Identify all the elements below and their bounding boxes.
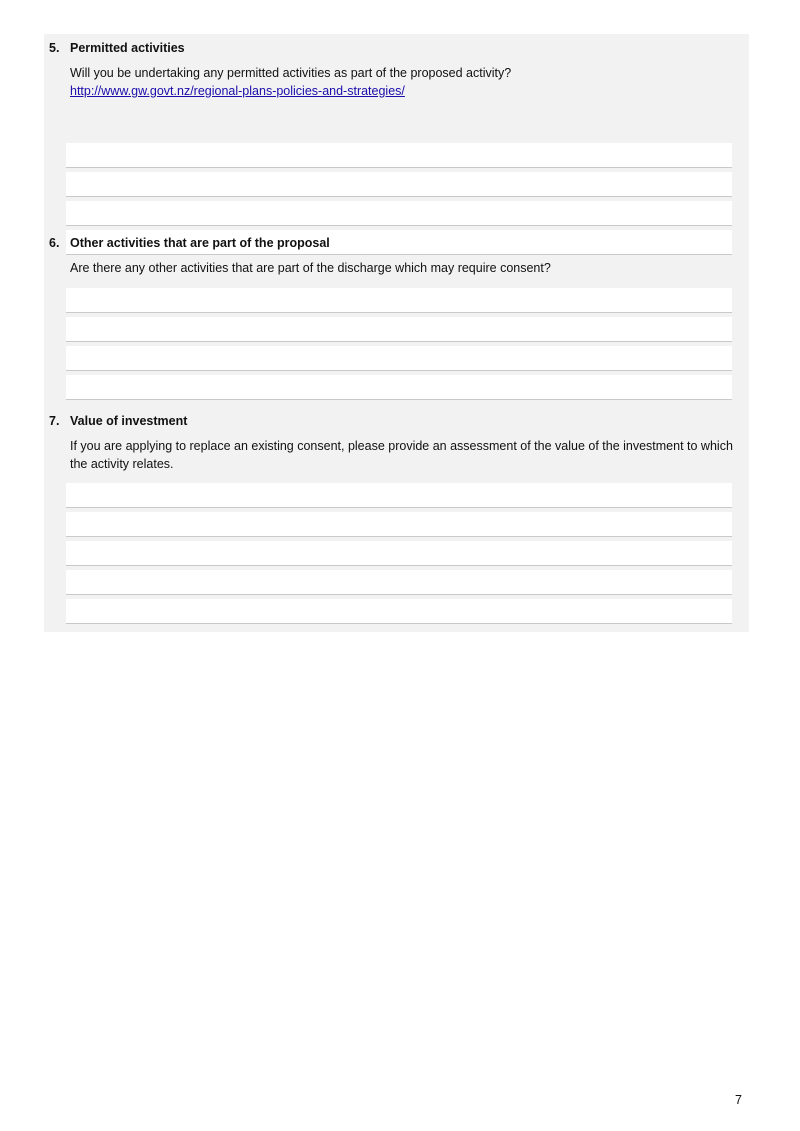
section-number: 7.: [49, 414, 60, 428]
answer-line-4[interactable]: [66, 375, 732, 400]
section-heading: [49, 235, 330, 251]
section-question: [70, 64, 735, 100]
question-text: If you are applying to replace an existing consent, please provide an assessment of the value of the investment to which the activity relates.: [70, 439, 733, 471]
question-text: Are there any other activities that are part of the discharge which may require consent?: [70, 261, 551, 275]
answer-line-1[interactable]: [66, 483, 732, 508]
section-question: [70, 259, 735, 277]
page-number: 7: [735, 1093, 742, 1107]
section-title: Permitted activities: [70, 41, 185, 55]
question-text: Will you be undertaking any permitted activities as part of the proposed activity?: [70, 66, 512, 80]
answer-line-1[interactable]: [66, 288, 732, 313]
answer-line-4[interactable]: [66, 570, 732, 595]
section-question: [70, 437, 735, 473]
section-title: Value of investment: [70, 414, 188, 428]
answer-line-1[interactable]: [66, 143, 732, 168]
section-title: Other activities that are part of the proposal: [70, 236, 330, 250]
answer-line-2[interactable]: [66, 317, 732, 342]
answer-line-2[interactable]: [66, 512, 732, 537]
regional-plans-link[interactable]: http://www.gw.govt.nz/regional-plans-policies-and-strategies/: [70, 84, 405, 98]
form-panel: [44, 34, 749, 632]
answer-line-3[interactable]: [66, 201, 732, 226]
answer-line-3[interactable]: [66, 541, 732, 566]
answer-line-2[interactable]: [66, 172, 732, 197]
section-heading: [49, 40, 185, 56]
answer-line-3[interactable]: [66, 346, 732, 371]
answer-lines: [66, 483, 732, 628]
answer-lines: [66, 288, 732, 404]
section-number: 5.: [49, 41, 60, 55]
section-heading: [49, 413, 187, 429]
section-number: 6.: [49, 236, 60, 250]
answer-line-5[interactable]: [66, 599, 732, 624]
